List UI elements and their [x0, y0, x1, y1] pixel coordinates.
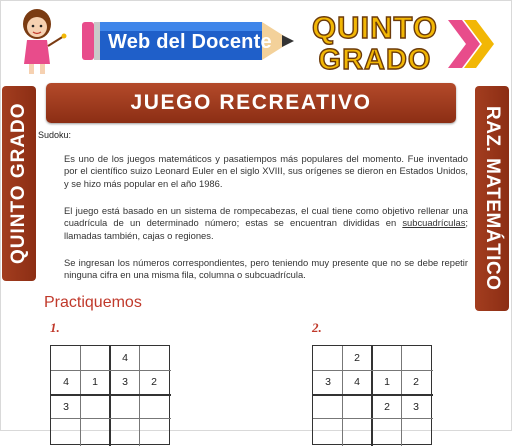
sudoku-cell: 3	[63, 401, 69, 413]
exercise-number-2: 2.	[312, 320, 322, 335]
paragraph-intro: Es uno de los juegos matemáticos y pasatiempos más populares del momento. Fue inventado por el científico suizo Leonard Euler en el siglo XVIII, sus orígenes se dieron en Estados Unidos, y se hizo más popular en el año 1986.	[64, 153, 468, 189]
paragraph-rules-part-b: ; llamadas también, cajas o regiones.	[64, 217, 468, 241]
sudoku-cell	[139, 395, 169, 419]
sudoku-grid-2	[312, 345, 432, 445]
paragraph-instructions: Se ingresan los números correspondientes, pero teniendo muy presente que no se debe repetir ninguna cifra en una misma fila, columna o subcuadrícula.	[64, 257, 468, 281]
grade-title-line2: GRADO	[318, 44, 432, 76]
sudoku-cell: 3	[122, 376, 128, 388]
sudoku-cell: 4	[63, 376, 69, 388]
sudoku-cell: 4	[122, 352, 128, 364]
sudoku-cell	[401, 346, 431, 370]
sudoku-cell: 4	[354, 376, 360, 388]
sudoku-cell: 3	[413, 401, 419, 413]
side-label-grade: QUINTO GRADO	[8, 102, 29, 265]
paragraph-rules-underlined: subcuadrículas	[402, 217, 466, 229]
paragraph-rules	[64, 205, 468, 242]
sudoku-cell: 3	[325, 376, 331, 388]
sudoku-cell: 1	[384, 376, 390, 388]
page-title: JUEGO RECREATIVO	[130, 91, 372, 114]
sudoku-cell: 2	[384, 401, 390, 413]
sudoku-cell	[51, 346, 81, 370]
grade-title-line1: QUINTO	[312, 10, 438, 45]
sudoku-cell	[80, 395, 110, 419]
section-label: Sudoku:	[38, 130, 72, 140]
teacher-mascot-icon	[10, 6, 68, 78]
sudoku-cell: 2	[354, 352, 360, 364]
practice-heading: Practiquemos	[44, 294, 142, 311]
sudoku-cell: 2	[151, 376, 157, 388]
sudoku-cell	[313, 346, 343, 370]
sudoku-cell: 2	[413, 376, 419, 388]
logo-text: Web del Docente	[108, 31, 272, 53]
exercise-number-1: 1.	[50, 320, 60, 335]
sudoku-cell	[110, 395, 140, 419]
side-label-subject: RAZ. MATEMÁTICO	[482, 106, 503, 291]
sudoku-cell	[80, 346, 110, 370]
chevrons-icon	[446, 18, 496, 70]
sudoku-cell	[139, 346, 169, 370]
sudoku-cell	[342, 395, 372, 419]
sudoku-cell	[313, 395, 343, 419]
sudoku-cell: 1	[92, 376, 98, 388]
paragraph-rules-part-a: El juego está basado en un sistema de rompecabezas, el cual tiene como objetivo rellenar una cuadrícula de un determinado número; estas se encuentran divididas en	[64, 205, 468, 229]
sudoku-cell	[372, 346, 402, 370]
sudoku-grid-1	[50, 345, 170, 445]
